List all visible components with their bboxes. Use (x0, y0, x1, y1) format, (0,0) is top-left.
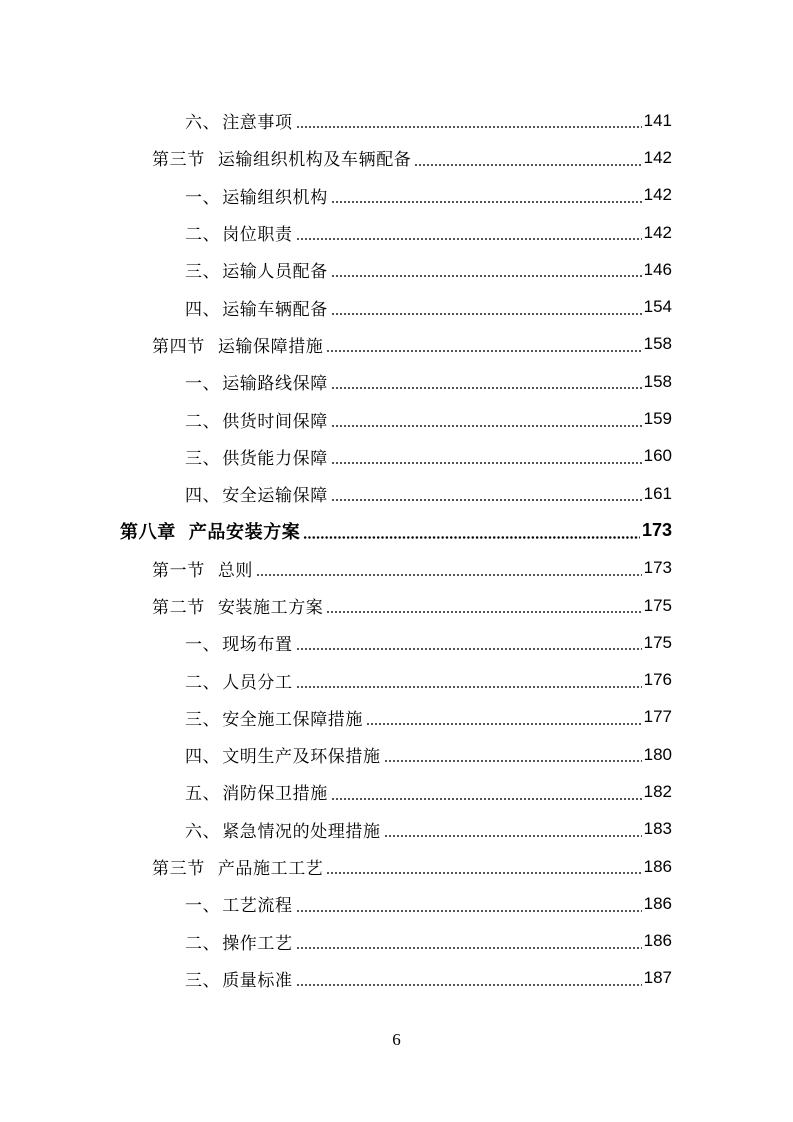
toc-dot-leader (296, 947, 642, 949)
toc-dot-leader (296, 238, 642, 240)
toc-subsection-entry[interactable] (0, 923, 793, 960)
toc-entry-page: 142 (643, 185, 672, 205)
toc-subsection-entry[interactable] (0, 214, 793, 251)
toc-entry-title: 运输保障措施 (217, 336, 324, 357)
toc-dot-leader (331, 798, 642, 800)
toc-entry-page: 186 (643, 856, 672, 876)
toc-entry-page: 173 (641, 520, 672, 541)
toc-dot-leader (256, 574, 642, 576)
toc-dot-leader (296, 686, 642, 688)
toc-subsection-entry[interactable] (0, 400, 793, 437)
toc-entry-page: 180 (643, 744, 672, 764)
toc-entry-page: 183 (643, 819, 672, 839)
toc-entry-page: 186 (643, 931, 672, 951)
toc-entry-title: 供货能力保障 (222, 448, 328, 469)
toc-entry-page: 176 (643, 670, 672, 690)
toc-entry-title: 工艺流程 (222, 896, 293, 917)
toc-entry-number: 六、 (185, 821, 221, 842)
toc-entry-number: 二、 (185, 411, 221, 432)
toc-entry-page: 141 (643, 110, 672, 130)
toc-entry-number: 一、 (185, 374, 221, 395)
toc-entry-page: 142 (643, 147, 672, 167)
toc-dot-leader (296, 648, 642, 650)
toc-subsection-entry[interactable] (0, 177, 793, 214)
toc-entry-number: 四、 (185, 747, 221, 768)
toc-entry-title: 产品施工工艺 (217, 859, 324, 880)
toc-entry-title: 运输车辆配备 (222, 299, 328, 320)
toc-section-entry[interactable] (0, 587, 793, 624)
toc-dot-leader (331, 462, 642, 464)
toc-dot-leader (384, 835, 642, 837)
toc-dot-leader (331, 387, 642, 389)
toc-entry-title: 运输组织机构 (222, 187, 328, 208)
toc-entry-number: 三、 (185, 709, 221, 730)
toc-subsection-entry[interactable] (0, 363, 793, 400)
toc-entry-title: 产品安装方案 (188, 521, 301, 543)
toc-entry-page: 161 (643, 483, 672, 503)
toc-entry-title: 文明生产及环保措施 (222, 747, 381, 768)
toc-entry-number: 六、 (185, 113, 221, 134)
toc-entry-number: 五、 (185, 784, 221, 805)
toc-entry-title: 注意事项 (222, 113, 293, 134)
toc-entry-number: 第三节 (152, 150, 205, 171)
toc-entry-number: 四、 (185, 486, 221, 507)
toc-entry-page: 177 (643, 707, 672, 727)
toc-dot-leader (326, 872, 641, 874)
toc-entry-title: 操作工艺 (222, 933, 293, 954)
toc-dot-leader (331, 275, 642, 277)
toc-dot-leader (414, 164, 641, 166)
toc-entry-number: 三、 (185, 448, 221, 469)
toc-entry-page: 175 (643, 632, 672, 652)
toc-dot-leader (366, 723, 642, 725)
toc-entry-number: 三、 (185, 970, 221, 991)
toc-subsection-entry[interactable] (0, 736, 793, 773)
toc-entry-title: 运输人员配备 (222, 262, 328, 283)
toc-entry-number: 第一节 (152, 560, 205, 581)
toc-entry-title: 总则 (217, 560, 254, 581)
toc-entry-title: 安全施工保障措施 (222, 709, 364, 730)
toc-dot-leader (326, 350, 641, 352)
toc-dot-leader (296, 910, 642, 912)
toc-subsection-entry[interactable] (0, 885, 793, 922)
toc-dot-leader (331, 313, 642, 315)
toc-entry-page: 158 (643, 371, 672, 391)
toc-entry-number: 二、 (185, 225, 221, 246)
toc-dot-leader (296, 984, 642, 986)
toc-entry-number: 一、 (185, 896, 221, 917)
toc-subsection-entry[interactable] (0, 251, 793, 288)
toc-entry-title: 消防保卫措施 (222, 784, 328, 805)
page-number: 6 (392, 1030, 401, 1049)
toc-entry-page: 187 (643, 968, 672, 988)
toc-subsection-entry[interactable] (0, 699, 793, 736)
toc-dot-leader (326, 611, 641, 613)
toc-section-entry[interactable] (0, 326, 793, 363)
toc-entry-page: 146 (643, 259, 672, 279)
toc-entry-number: 第八章 (120, 521, 176, 543)
toc-entry-title: 现场布置 (222, 635, 293, 656)
table-of-contents (0, 102, 793, 997)
toc-dot-leader (331, 425, 642, 427)
toc-entry-number: 一、 (185, 187, 221, 208)
toc-entry-page: 182 (643, 781, 672, 801)
toc-entry-page: 186 (643, 893, 672, 913)
toc-subsection-entry[interactable] (0, 661, 793, 698)
toc-dot-leader (303, 536, 640, 539)
toc-entry-title: 供货时间保障 (222, 411, 328, 432)
toc-entry-page: 142 (643, 222, 672, 242)
toc-entry-number: 第二节 (152, 598, 205, 618)
toc-entry-page: 158 (643, 334, 672, 354)
toc-entry-page: 175 (643, 595, 672, 615)
toc-dot-leader (331, 201, 642, 203)
toc-entry-number: 四、 (185, 299, 221, 320)
toc-entry-title: 岗位职责 (222, 225, 293, 246)
toc-subsection-entry[interactable] (0, 960, 793, 997)
toc-entry-title: 质量标准 (222, 970, 293, 991)
toc-entry-number: 二、 (185, 672, 221, 693)
toc-entry-page: 173 (643, 558, 672, 578)
toc-dot-leader (296, 126, 642, 128)
toc-section-entry[interactable] (0, 550, 793, 587)
toc-entry-number: 第四节 (152, 336, 205, 357)
toc-dot-leader (331, 499, 642, 501)
toc-subsection-entry[interactable] (0, 438, 793, 475)
toc-entry-title: 安全运输保障 (222, 486, 328, 507)
toc-subsection-entry[interactable] (0, 624, 793, 661)
toc-entry-page: 160 (643, 446, 672, 466)
toc-subsection-entry[interactable] (0, 475, 793, 512)
toc-entry-title: 紧急情况的处理措施 (222, 821, 381, 842)
toc-entry-title: 人员分工 (222, 672, 293, 693)
toc-entry-number: 第三节 (152, 859, 205, 880)
toc-entry-page: 154 (643, 297, 672, 317)
toc-subsection-entry[interactable] (0, 288, 793, 325)
toc-entry-number: 二、 (185, 933, 221, 954)
toc-subsection-entry[interactable] (0, 102, 793, 139)
toc-dot-leader (384, 760, 642, 762)
toc-entry-page: 159 (643, 409, 672, 429)
toc-subsection-entry[interactable] (0, 773, 793, 810)
toc-section-entry[interactable] (0, 848, 793, 885)
toc-entry-number: 三、 (185, 262, 221, 283)
toc-entry-title: 运输组织机构及车辆配备 (217, 150, 412, 171)
toc-entry-number: 一、 (185, 635, 221, 656)
toc-section-entry[interactable] (0, 139, 793, 176)
toc-entry-title: 安装施工方案 (217, 598, 324, 618)
toc-chapter-entry[interactable] (0, 512, 793, 549)
toc-entry-title: 运输路线保障 (222, 374, 328, 395)
toc-subsection-entry[interactable] (0, 811, 793, 848)
